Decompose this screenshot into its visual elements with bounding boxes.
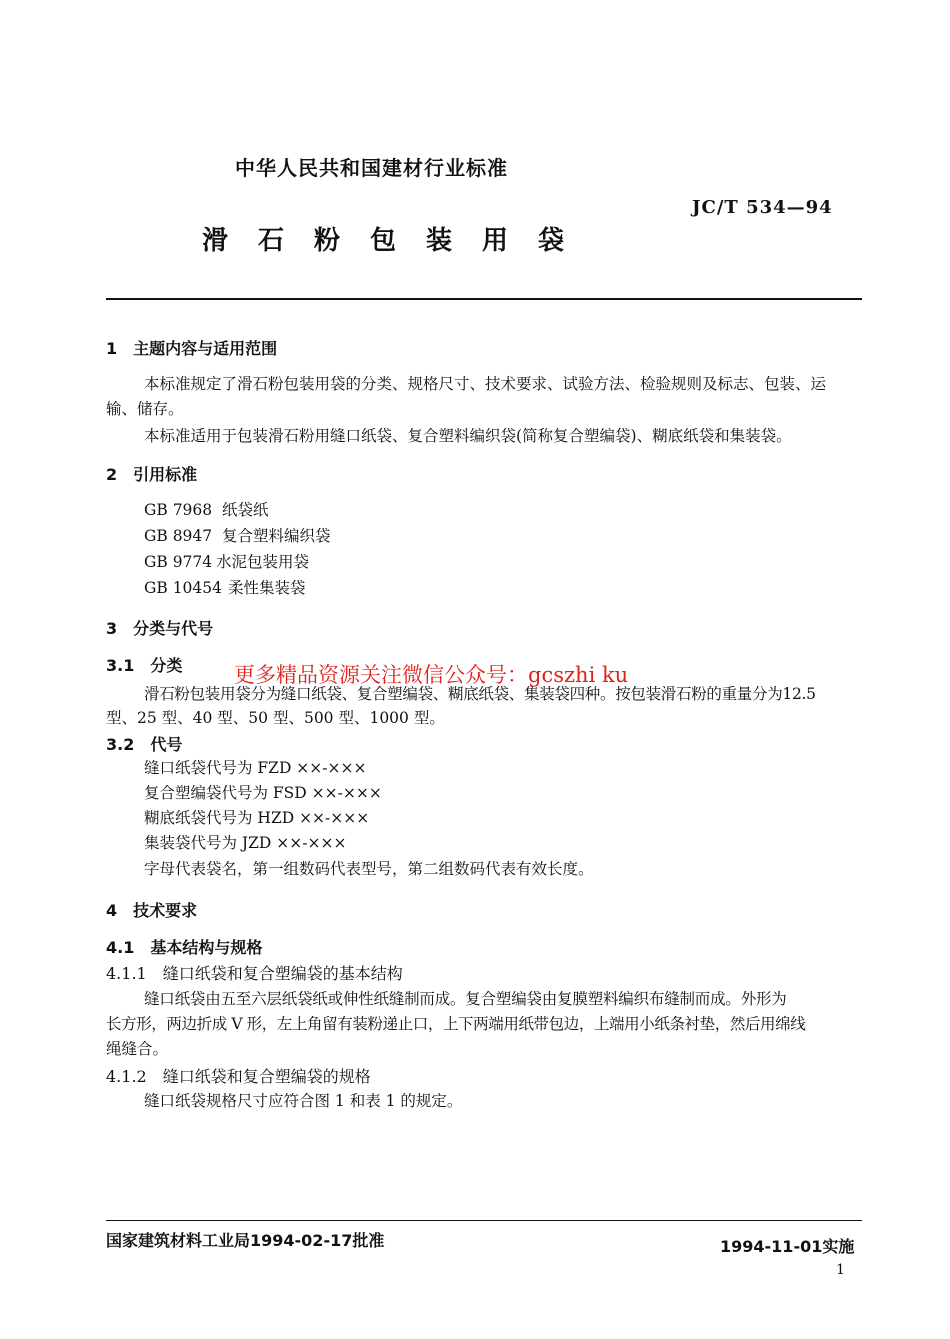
section-4-1-1-heading: 4.1.1 缝口纸袋和复合塑编袋的基本结构 (106, 964, 403, 983)
reference-name: 纸袋纸 (222, 501, 269, 519)
footer-effective-date: 1994-11-01实施 (720, 1237, 855, 1256)
code-item: 集装袋代号为 JZD ××-××× (144, 834, 347, 852)
page-number: 1 (836, 1262, 845, 1278)
section-1-para-1-line-1: 本标准规定了滑石粉包装用袋的分类、规格尺寸、技术要求、试验方法、检验规则及标志、包装、运 (144, 375, 827, 393)
reference-item (144, 577, 306, 599)
reference-name: 水泥包装用袋 (216, 553, 310, 571)
reference-item (144, 499, 269, 521)
reference-code: GB 10454 (144, 579, 223, 597)
section-4-heading: 4 技术要求 (106, 901, 198, 920)
reference-code: GB 7968 (144, 501, 213, 519)
reference-name: 柔性集装袋 (228, 579, 306, 597)
section-4-1-1-para-line-2: 长方形，两边折成 V 形，左上角留有装粉递止口，上下两端用纸带包边，上端用小纸条衬垫，然后用绵线 (106, 1015, 806, 1033)
section-1-heading: 1 主题内容与适用范围 (106, 339, 278, 358)
codes-note: 字母代表袋名，第一组数码代表型号，第二组数码代表有效长度。 (144, 860, 594, 878)
reference-code: GB 9774 (144, 553, 213, 571)
section-4-1-2-para: 缝口纸袋规格尺寸应符合图 1 和表 1 的规定。 (144, 1092, 463, 1110)
section-4-1-2-heading: 4.1.2 缝口纸袋和复合塑编袋的规格 (106, 1067, 371, 1086)
section-3-1-para-line-2: 型、25 型、40 型、50 型、500 型、1000 型。 (106, 709, 445, 727)
footer-issuer: 国家建筑材料工业局1994-02-17批准 (106, 1231, 385, 1250)
section-4-1-1-para-line-3: 绳缝合。 (106, 1040, 169, 1058)
reference-item (144, 525, 331, 547)
footer-rule (106, 1220, 862, 1221)
document-title: 滑石粉包装用袋 (202, 226, 595, 256)
section-3-heading: 3 分类与代号 (106, 619, 214, 638)
section-3-2-heading: 3.2 代号 (106, 735, 183, 754)
section-4-1-heading: 4.1 基本结构与规格 (106, 938, 263, 957)
standard-header: 中华人民共和国建材行业标准 (235, 156, 508, 180)
reference-item (144, 551, 309, 573)
section-1-para-1-line-2: 输、储存。 (106, 400, 184, 418)
section-3-1-heading: 3.1 分类 (106, 656, 183, 675)
reference-name: 复合塑料编织袋 (222, 527, 331, 545)
code-item: 缝口纸袋代号为 FZD ××-××× (144, 759, 367, 777)
section-4-1-1-para-line-1: 缝口纸袋由五至六层纸袋纸或伸性纸缝制而成。复合塑编袋由复膜塑料编织布缝制而成。外形为 (144, 990, 787, 1008)
standard-code: JC/T 534—94 (692, 197, 833, 218)
section-2-heading: 2 引用标准 (106, 465, 198, 484)
code-item: 复合塑编袋代号为 FSD ××-××× (144, 784, 382, 802)
section-3-1-para-line-1: 滑石粉包装用袋分为缝口纸袋、复合塑编袋、糊底纸袋、集装袋四种。按包装滑石粉的重量分为12.5 (144, 685, 816, 703)
header-rule (106, 298, 862, 300)
watermark-text: 更多精品资源关注微信公众号：gcszhi ku (234, 663, 629, 687)
reference-code: GB 8947 (144, 527, 213, 545)
code-item: 糊底纸袋代号为 HZD ××-××× (144, 809, 370, 827)
section-1-para-2: 本标准适用于包装滑石粉用缝口纸袋、复合塑料编织袋(简称复合塑编袋)、糊底纸袋和集装袋。 (144, 427, 792, 445)
